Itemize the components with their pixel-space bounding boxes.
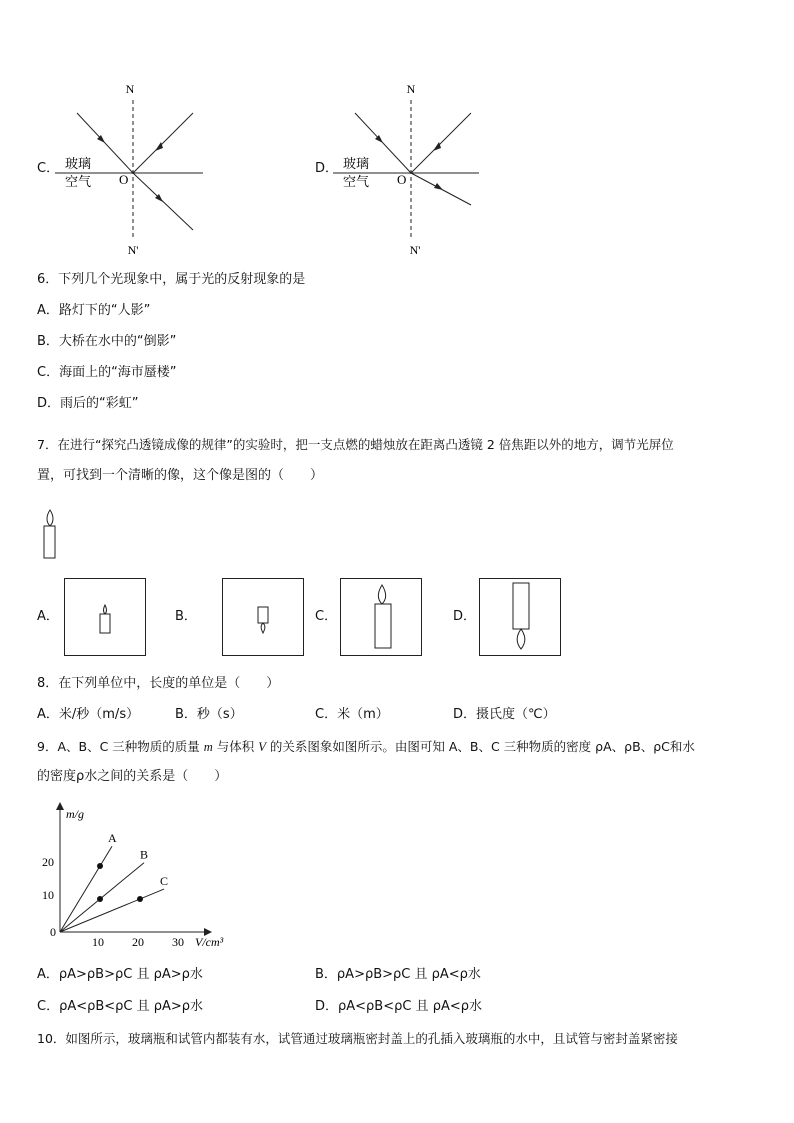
q10-stem: 10．如图所示，玻璃瓶和试管内都装有水，试管通过玻璃瓶密封盖上的孔插入玻璃瓶的水中，且试管与密封盖紧密接 xyxy=(37,1031,678,1046)
option-d-label: D． xyxy=(315,161,339,176)
q6-stem: 6．下列几个光现象中，属于光的反射现象的是 xyxy=(37,272,306,287)
arrow-icon xyxy=(434,183,443,190)
q8-option-d: D．摄氏度（℃） xyxy=(453,707,556,722)
q9-option-d: D．ρA<ρB<ρC 且 ρA<ρ水 xyxy=(315,999,482,1014)
normal-label-n: N xyxy=(406,82,416,96)
glass-label: 玻璃 xyxy=(343,156,370,171)
origin-label: O xyxy=(397,172,407,187)
reflected-ray xyxy=(133,113,193,173)
air-label: 空气 xyxy=(343,174,370,189)
q7-stem-line1: 7．在进行“探究凸透镜成像的规律”的实验时，把一支点燃的蜡烛放在距离凸透镜 2 倍焦距以外的地方，调节光屏位 xyxy=(37,437,674,452)
q9-stem-line1: 9．A、B、C 三种物质的质量 m 与体积 V 的关系图象如图所示。由图可知 A、B、C 三种物质的密度 ρA、ρB、ρC和水 xyxy=(37,739,695,754)
arrow-icon xyxy=(155,142,163,151)
x-axis-label: V/cm³ xyxy=(195,935,224,949)
y-tick-10: 10 xyxy=(42,888,54,902)
q7-option-d-label: D． xyxy=(453,609,477,624)
series-label-a: A xyxy=(108,831,117,846)
q9-option-a: A．ρA>ρB>ρC 且 ρA>ρ水 xyxy=(37,967,203,982)
q6-option-d: D．雨后的“彩虹” xyxy=(37,396,139,411)
q6-option-a: A．路灯下的“人影” xyxy=(37,303,151,318)
q8-stem: 8．在下列单位中，长度的单位是（ ） xyxy=(37,676,280,691)
option-c-label: C． xyxy=(37,161,60,176)
small-inverted-candle xyxy=(223,579,303,655)
large-upright-candle xyxy=(341,579,421,655)
figure-option-d xyxy=(333,80,493,260)
y-axis-label: m/g xyxy=(66,807,84,821)
q7-option-c-box xyxy=(340,578,422,656)
candle-body xyxy=(44,526,55,558)
normal-label-n: N xyxy=(125,82,135,96)
origin-label: O xyxy=(119,172,129,187)
q8-option-b: B．秒（s） xyxy=(175,707,243,722)
series-line-c xyxy=(60,889,164,932)
rho-a: ρA xyxy=(595,739,612,754)
x-tick-20: 20 xyxy=(132,935,144,949)
q9-stem-line2: 的密度ρ水之间的关系是（ ） xyxy=(37,769,228,784)
normal-label-n-prime: N' xyxy=(409,243,421,257)
q6-option-b: B．大桥在水中的“倒影” xyxy=(37,334,177,349)
figure-option-c xyxy=(55,80,215,260)
data-point-c xyxy=(137,896,143,902)
x-tick-10: 10 xyxy=(92,935,104,949)
normal-label-n-prime: N' xyxy=(127,243,139,257)
data-point-a xyxy=(97,863,103,869)
y-axis-arrow-icon xyxy=(56,802,64,810)
candle-object xyxy=(40,508,60,562)
q7-option-b-box xyxy=(222,578,304,656)
data-point-b xyxy=(97,896,103,902)
q7-stem-line2: 置，可找到一个清晰的像，这个像是图的（ ） xyxy=(37,468,324,483)
q7-option-d-box xyxy=(479,578,561,656)
q7-option-a-box xyxy=(64,578,146,656)
arrow-icon xyxy=(433,142,441,151)
air-label: 空气 xyxy=(65,174,92,189)
reflected-ray xyxy=(411,113,471,173)
x-tick-30: 30 xyxy=(172,935,184,949)
q8-option-a: A．米/秒（m/s） xyxy=(37,707,140,722)
q8-option-c: C．米（m） xyxy=(315,707,389,722)
rho-b: ρB xyxy=(624,739,641,754)
mass-volume-graph xyxy=(40,800,240,950)
large-inverted-candle xyxy=(480,579,560,655)
rho-c: ρC xyxy=(653,739,670,754)
small-upright-candle xyxy=(65,579,145,655)
q7-option-c-label: C． xyxy=(315,609,338,624)
flame-icon xyxy=(47,510,53,526)
q9-option-c: C．ρA<ρB<ρC 且 ρA>ρ水 xyxy=(37,999,204,1014)
series-label-c: C xyxy=(160,874,169,889)
q6-option-c: C．海面上的“海市蜃楼” xyxy=(37,365,177,380)
glass-label: 玻璃 xyxy=(65,156,92,171)
q7-option-b-label: B． xyxy=(175,609,197,624)
origin-tick: 0 xyxy=(50,925,56,939)
series-line-a xyxy=(60,846,112,932)
q9-option-b: B．ρA>ρB>ρC 且 ρA<ρ水 xyxy=(315,967,481,982)
refracted-ray xyxy=(133,173,193,230)
y-tick-20: 20 xyxy=(42,855,54,869)
series-label-b: B xyxy=(140,847,149,862)
q7-option-a-label: A． xyxy=(37,609,59,624)
